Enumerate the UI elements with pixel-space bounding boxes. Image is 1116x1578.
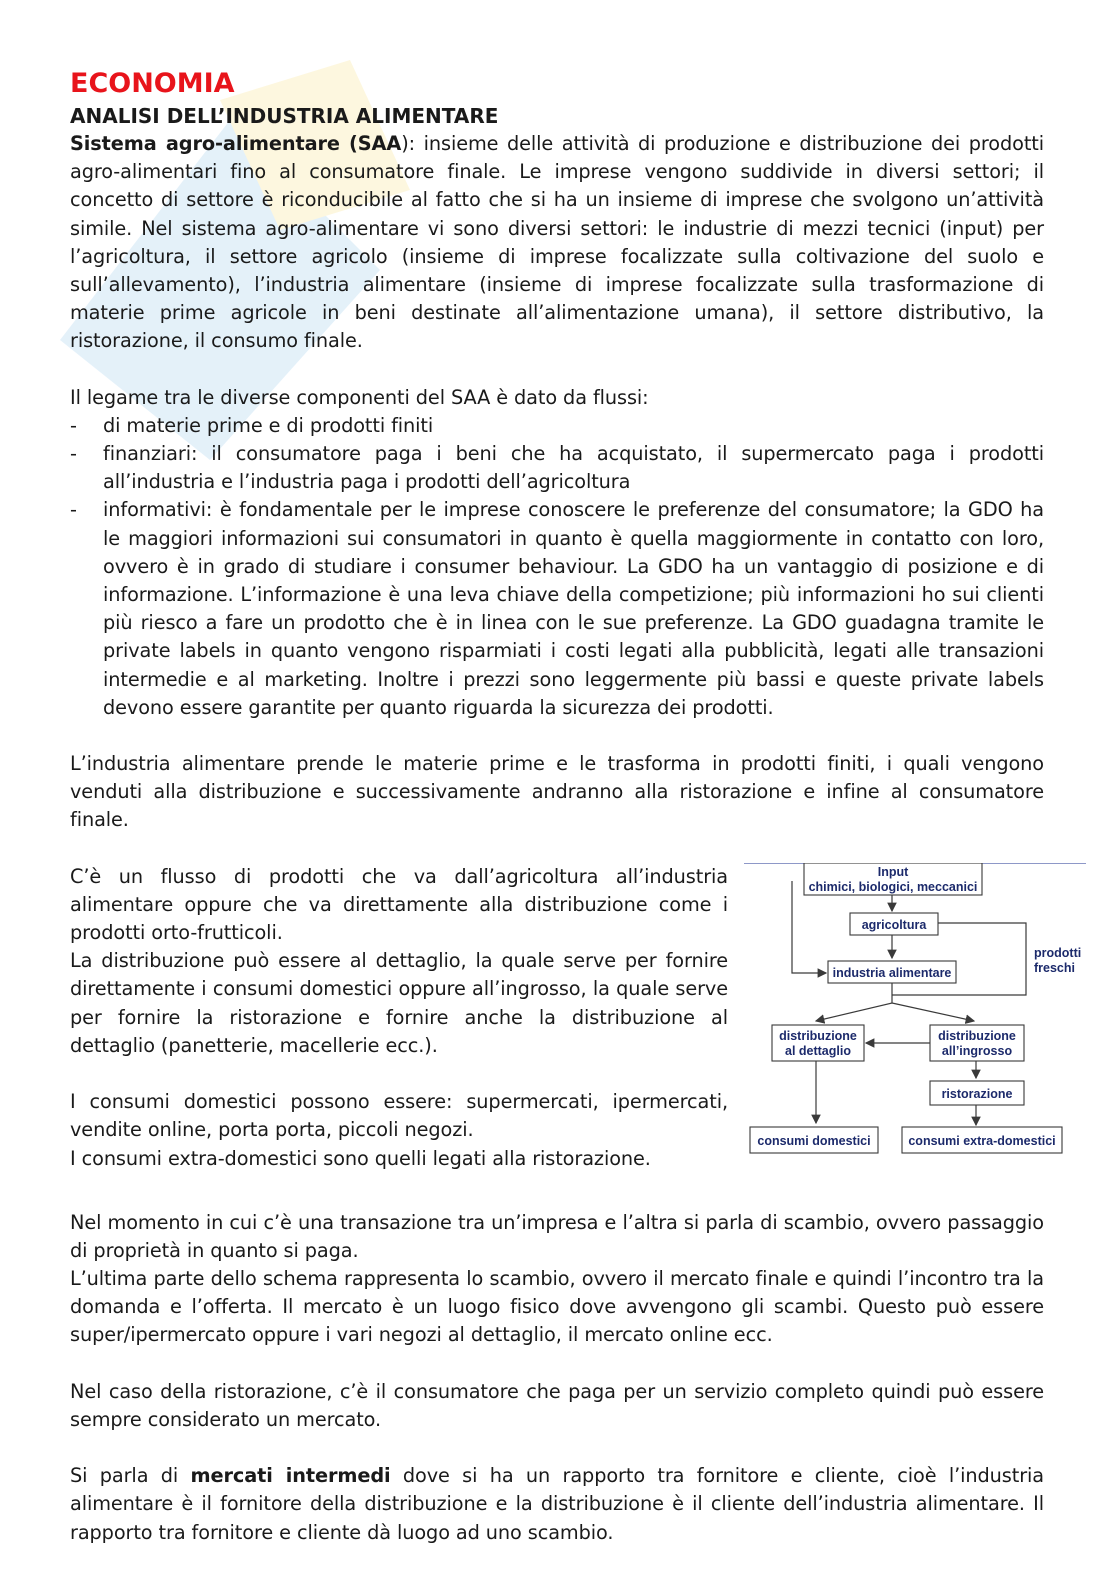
label-ingrosso-2: all’ingrosso — [941, 1043, 1013, 1058]
page-title: ECONOMIA — [70, 68, 235, 99]
list-item: - di materie prime e di prodotti finiti — [70, 413, 434, 437]
label-prodotti-2: freschi — [1034, 960, 1075, 975]
saa-flow-diagram — [744, 863, 1086, 1181]
label-consumi-domestici: consumi domestici — [757, 1133, 871, 1148]
paragraph-scambio: Nel momento in cui c’è una transazione tra un’impresa e l’altra si parla di scambio, ovvero passaggio di proprietà in quanto si paga. — [70, 1210, 1044, 1262]
paragraph-consumi-domestici: I consumi domestici possono essere: supermercati, ipermercati, vendite online, porta porta, piccoli negozi. — [70, 1090, 728, 1142]
paragraph-mercati-intermedi: Si parla di mercati intermedi dove si ha un rapporto tra fornitore e cliente, cioè l’industria alimentare è il fornitore della distribuzione e la distribuzione è il cliente dell’industria alimentare. Il rapporto tra fornitore e cliente dà luogo ad uno scambio. — [70, 1464, 1044, 1544]
document-page — [70, 66, 1082, 1547]
label-prodotti-1: prodotti — [1034, 945, 1082, 960]
label-ristorazione: ristorazione — [941, 1086, 1013, 1101]
label-dettaglio-1: distribuzione — [779, 1028, 857, 1043]
paragraph-distribuzione: La distribuzione può essere al dettaglio, la quale serve per fornire direttamente i consumi domestici oppure all’ingrosso, la quale serve per fornire la ristorazione e fornire anche la distribuzione al dettaglio (panetterie, macellerie ecc.). — [70, 949, 728, 1057]
paragraph-consumi-extra: I consumi extra-domestici sono quelli legati alla ristorazione. — [70, 1146, 651, 1170]
paragraph-industria: L’industria alimentare prende le materie prime e le trasforma in prodotti finiti, i quali vengono venduti alla distribuzione e successivamente andranno alla ristorazione e infine al consumatore finale. — [70, 752, 1044, 832]
arrow-to-dettaglio — [816, 1003, 892, 1021]
term-mercati-intermedi: mercati intermedi — [190, 1464, 391, 1488]
arrow-to-ingrosso — [892, 1003, 974, 1021]
label-agricoltura: agricoltura — [861, 917, 927, 932]
flow-diagram-svg — [744, 863, 1086, 1181]
label-ingrosso-1: distribuzione — [938, 1028, 1016, 1043]
list-item: - finanziari: il consumatore paga i beni che ha acquistato, il supermercato paga i prodotti all’industria e l’industria paga i prodotti dell’agricoltura — [70, 442, 1044, 494]
section-subtitle: ANALISI DELL’INDUSTRIA ALIMENTARE — [70, 104, 499, 128]
paragraph-flussi-intro: Il legame tra le diverse componenti del SAA è dato da flussi: — [70, 385, 649, 409]
flussi-list — [70, 412, 1044, 722]
diagram-section — [70, 863, 1082, 1181]
label-dettaglio-2: al dettaglio — [785, 1043, 851, 1058]
label-input-2: chimici, biologici, meccanici — [808, 879, 978, 894]
list-item: - informativi: è fondamentale per le imprese conoscere le preferenze del consumatore; la GDO ha le maggiori informazioni sui consumatori in quanto è quella maggiormente in contatto con loro, ovvero è in grado di studiare i consumer behaviour. La GDO ha un vantaggio di posizione e di informazione. L’informazione è una leva chiave della competizione; più informazioni ho sui clienti più riesco a fare un prodotto che è in linea con le sue preferenze. La GDO guadagna tramite le private labels in quanto vengono risparmiati i costi legati alla pubblicità, legati alle transazioni intermedie e al marketing. Inoltre i prezzi sono leggermente più bassi e queste private labels devono essere garantite per quanto riguarda la sicurezza dei prodotti. — [70, 498, 1044, 719]
paragraph-mercato: L’ultima parte dello schema rappresenta lo scambio, ovvero il mercato finale e quindi l’incontro tra la domanda e l’offerta. Il mercato è un luogo fisico dove avvengono gli scambi. Questo può essere super/ipermercato oppure i vari negozi al dettaglio, il mercato online ecc. — [70, 1267, 1044, 1347]
label-input-1: Input — [877, 864, 909, 879]
paragraph-saa-definition: Sistema agro-alimentare (SAA): insieme delle attività di produzione e distribuzione dei prodotti agro-alimentari fino al consumatore finale. Le imprese vengono suddivide in diversi settori; il concetto di settore è riconducibile al fatto che si ha un insieme di imprese che svolgono un’attività simile. Nel sistema agro-alimentare vi sono diversi settori: le industrie di mezzi tecnici (input) per l’agricoltura, il settore agricolo (insieme di imprese focalizzate sulla coltivazione del suolo e sull’allevamento), l’industria alimentare (insieme di imprese focalizzate sulla trasformazione di materie prime agricole in beni destinate all’alimentazione umana), il settore distributivo, la ristorazione, il consumo finale. — [70, 132, 1044, 353]
label-industria: industria alimentare — [832, 965, 952, 980]
paragraph-ristorazione: Nel caso della ristorazione, c’è il consumatore che paga per un servizio completo quindi può essere sempre considerato un mercato. — [70, 1379, 1044, 1431]
label-consumi-extra: consumi extra-domestici — [908, 1133, 1056, 1148]
term-saa: Sistema agro-alimentare (SAA — [70, 132, 402, 155]
paragraph-flusso-prodotti: C’è un flusso di prodotti che va dall’agricoltura all’industria alimentare oppure che va direttamente alla distribuzione come i prodotti orto-frutticoli. — [70, 864, 728, 945]
